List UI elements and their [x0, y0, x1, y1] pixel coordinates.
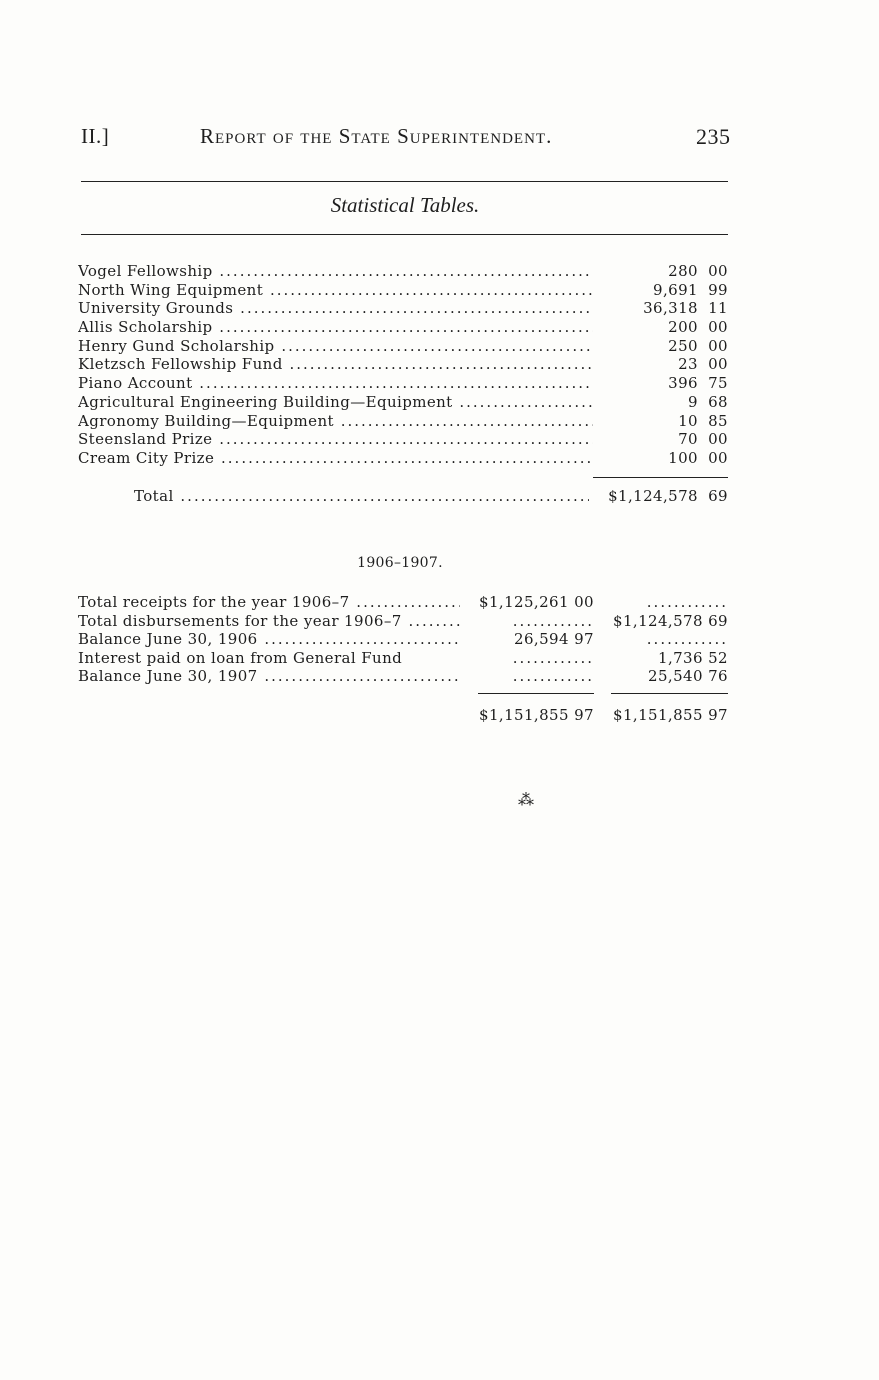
receipts-value: $1,125,261 00 — [479, 593, 594, 611]
disbursements-value: $1,124,578 69 — [613, 611, 728, 630]
item-cents: 68 — [708, 392, 728, 411]
item-cents: 00 — [708, 318, 728, 337]
item-dollars: 9 — [688, 392, 698, 411]
summary-label: Balance June 30, 1907 ..... — [78, 667, 460, 686]
list-item — [78, 449, 728, 468]
item-label: Piano Account ..... — [78, 374, 593, 393]
total-dollars: $1,124,578 — [608, 487, 698, 505]
summary-label: Total receipts for the year 1906–7 ..... — [78, 593, 460, 612]
total-cents: 69 — [708, 487, 728, 505]
list-item — [78, 393, 728, 412]
item-dollars: 200 — [668, 318, 698, 337]
table-row — [78, 612, 728, 631]
list-item — [78, 262, 728, 281]
list-item — [78, 355, 728, 374]
table-row — [78, 593, 728, 612]
item-dollars: 70 — [678, 430, 698, 449]
item-cents: 99 — [708, 280, 728, 299]
item-dollars: 23 — [678, 355, 698, 374]
fund-items-table — [78, 262, 728, 468]
item-dollars: 36,318 — [643, 299, 698, 318]
item-dollars: 250 — [668, 336, 698, 355]
disbursements-leader — [604, 593, 728, 612]
item-label: Steensland Prize ..... — [78, 430, 593, 449]
list-item — [78, 318, 728, 337]
subtitle-rule — [81, 234, 728, 235]
item-cents: 00 — [708, 448, 728, 467]
item-dollars: 280 — [668, 262, 698, 280]
item-dollars: 100 — [668, 448, 698, 467]
item-cents: 00 — [708, 336, 728, 355]
item-label: Agronomy Building—Equipment ..... — [78, 412, 593, 431]
year-heading: 1906–1907. — [357, 555, 443, 571]
item-label: Cream City Prize ..... — [78, 449, 593, 468]
disbursements-leader — [604, 630, 728, 649]
item-label: Kletzsch Fellowship Fund ..... — [78, 355, 593, 374]
section-number: II.] — [81, 124, 110, 148]
running-title: Report of the State Superintendent. — [200, 124, 553, 148]
disbursements-sum-rule — [611, 693, 728, 694]
list-item — [78, 281, 728, 300]
summary-table — [78, 593, 728, 686]
item-cents: 85 — [708, 411, 728, 430]
grand-total-receipts: $1,151,855 97 — [479, 706, 594, 724]
item-label: North Wing Equipment ..... — [78, 281, 593, 300]
item-label: Allis Scholarship ..... — [78, 318, 593, 337]
disbursements-value: 1,736 52 — [658, 648, 728, 667]
summary-label: Balance June 30, 1906 ..... — [78, 630, 460, 649]
total-rule — [593, 477, 728, 478]
item-label: University Grounds ..... — [78, 299, 593, 318]
list-item — [78, 299, 728, 318]
disbursements-value: 25,540 76 — [648, 667, 728, 685]
item-label: Agricultural Engineering Building—Equipment ..... — [78, 393, 593, 412]
table-row — [78, 630, 728, 649]
receipts-leader — [470, 667, 594, 686]
section-subtitle: Statistical Tables. — [330, 193, 480, 217]
total-label: Total ..... — [134, 487, 589, 505]
header-rule — [81, 181, 728, 182]
item-dollars: 9,691 — [653, 280, 698, 299]
item-cents: 00 — [708, 430, 728, 449]
item-dollars: 396 — [668, 374, 698, 393]
item-dollars: 10 — [678, 411, 698, 430]
total-row — [134, 487, 728, 507]
receipts-sum-rule — [478, 693, 594, 694]
list-item — [78, 412, 728, 431]
list-item — [78, 337, 728, 356]
receipts-leader — [470, 612, 594, 631]
item-label: Henry Gund Scholarship ..... — [78, 337, 593, 356]
table-row — [78, 667, 728, 686]
item-label: Vogel Fellowship ..... — [78, 262, 593, 281]
grand-total-disbursements: $1,151,855 97 — [613, 706, 728, 724]
list-item — [78, 430, 728, 449]
summary-label: Total disbursements for the year 1906–7 ..... — [78, 612, 460, 631]
table-row — [78, 649, 728, 668]
item-cents: 00 — [708, 355, 728, 374]
item-cents: 11 — [708, 299, 728, 318]
summary-label: Interest paid on loan from General Fund — [78, 648, 403, 667]
receipts-value: 26,594 97 — [514, 630, 594, 648]
item-cents: 75 — [708, 374, 728, 393]
item-cents: 00 — [708, 262, 728, 280]
receipts-leader — [470, 649, 594, 668]
ornament: ⁂ — [518, 790, 534, 809]
page-number: 235 — [696, 124, 731, 149]
list-item — [78, 374, 728, 393]
